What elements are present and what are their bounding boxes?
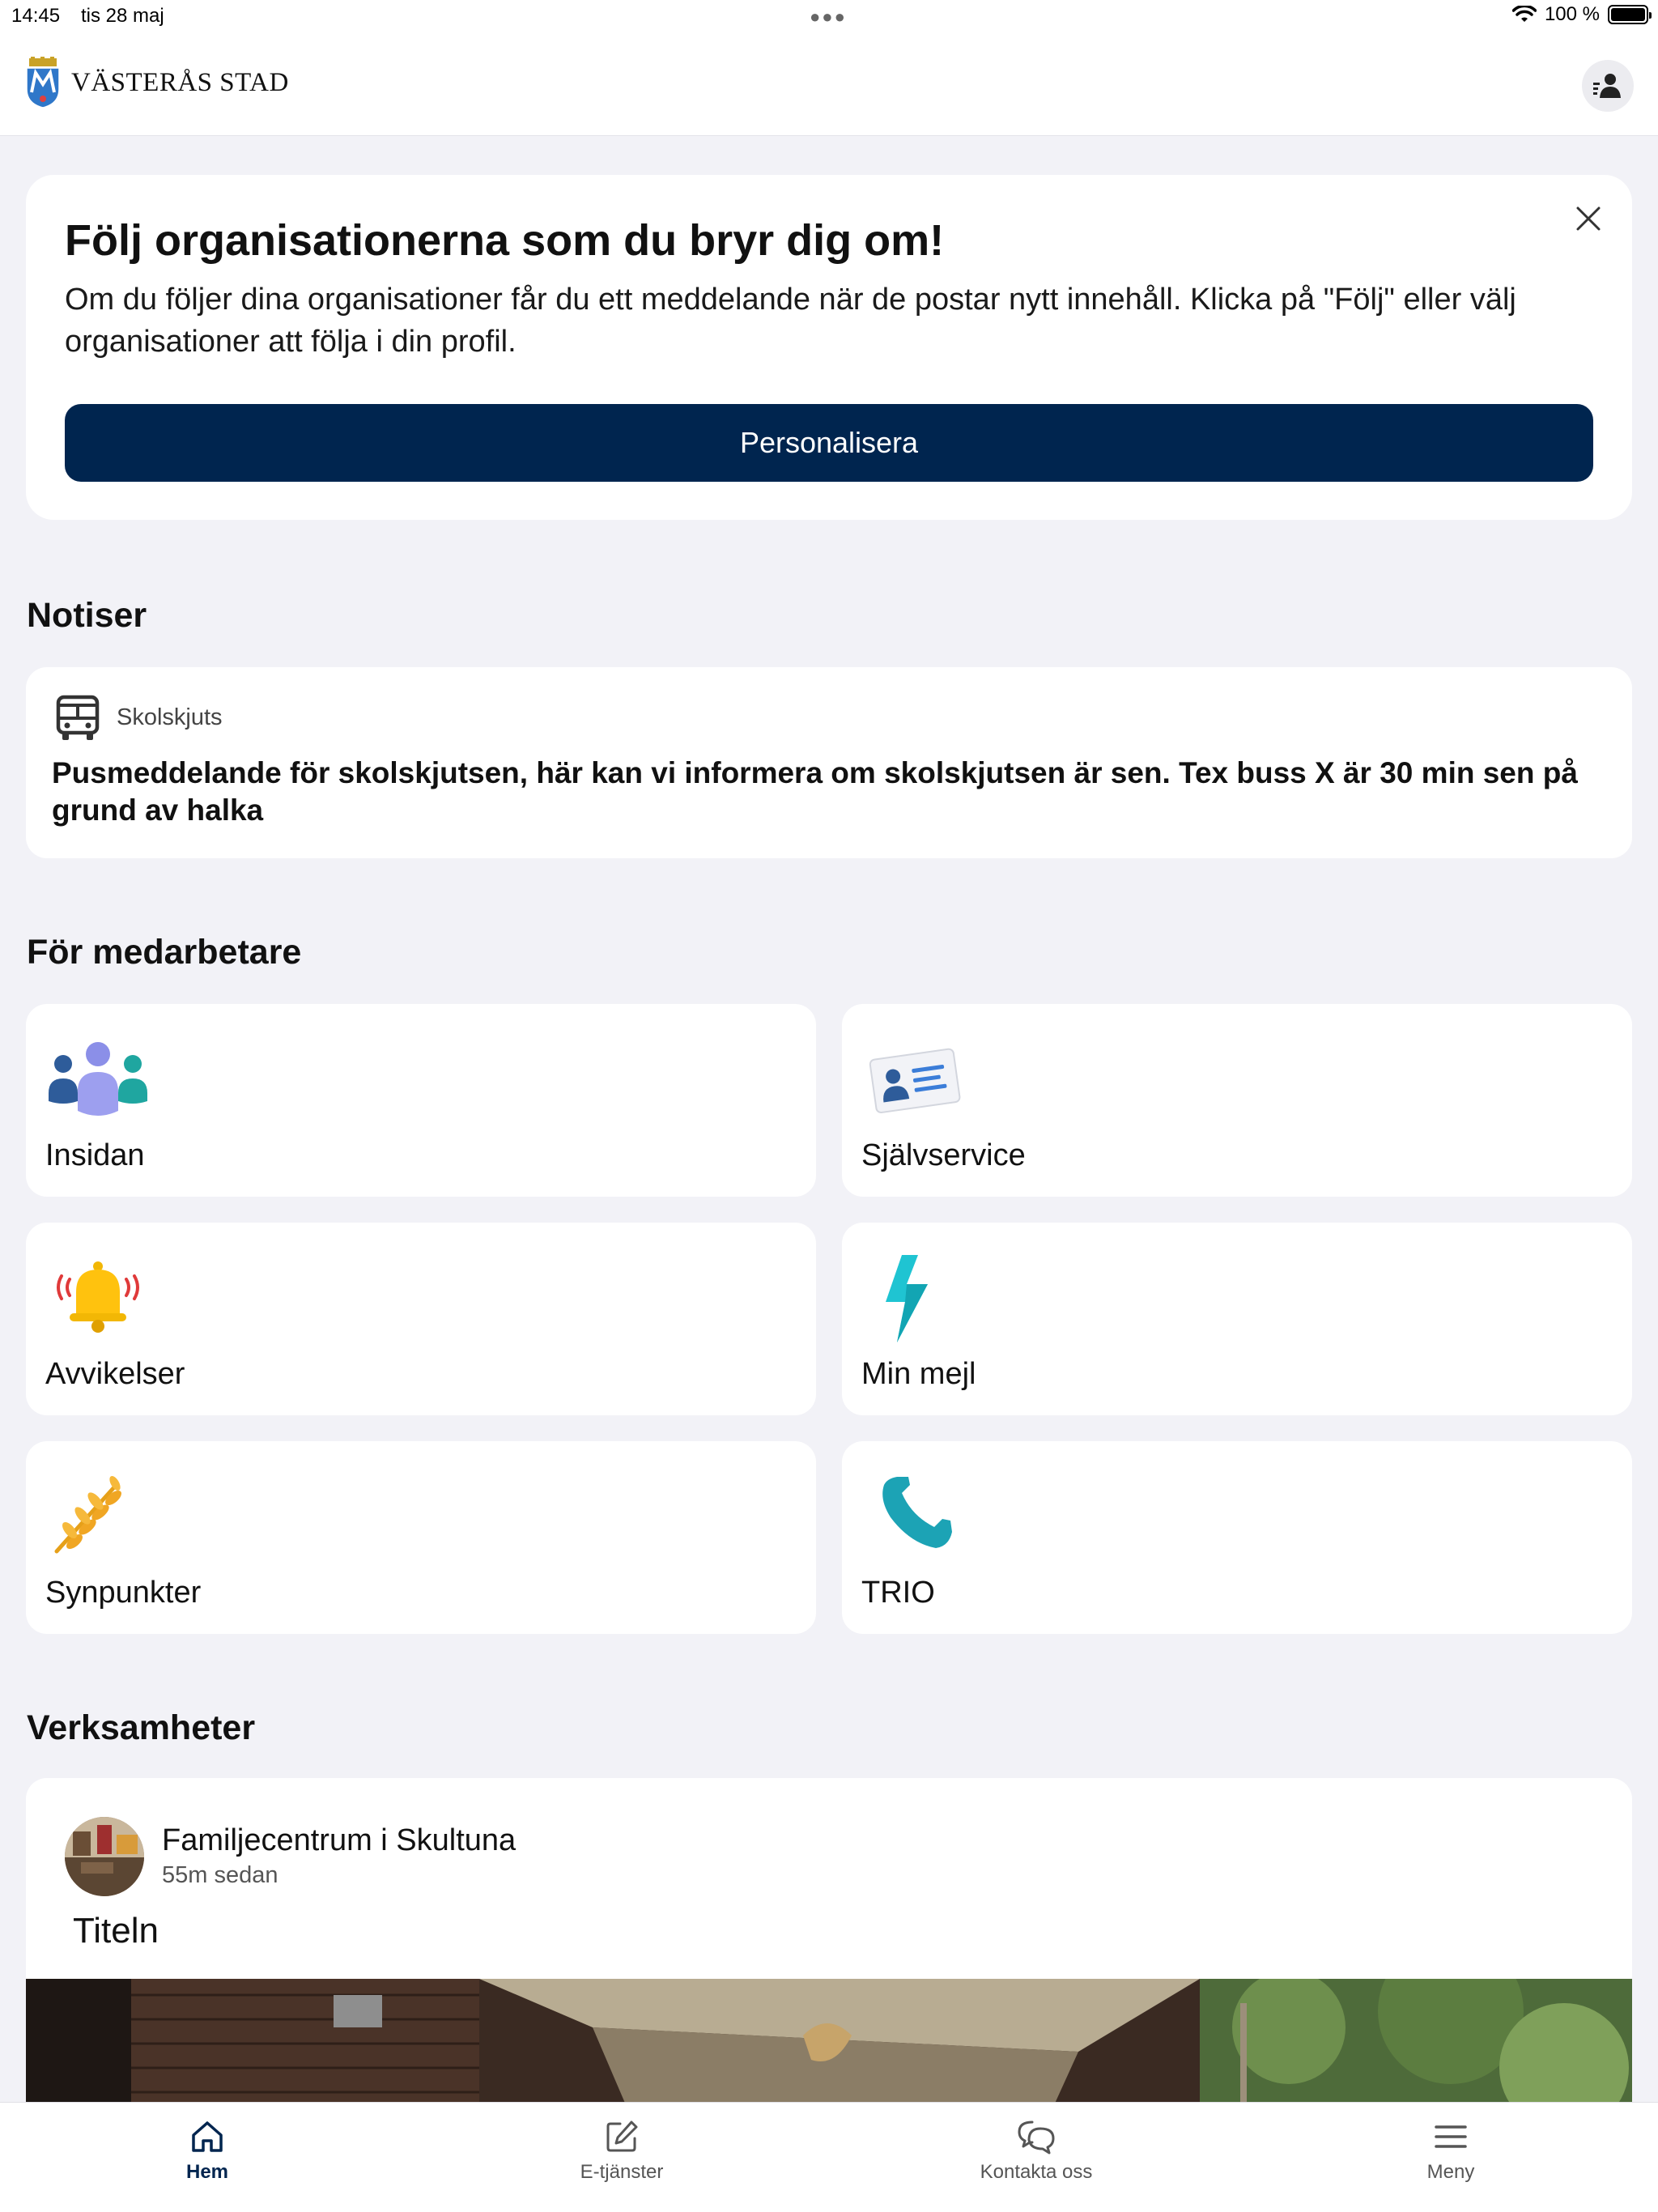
tile-label: Självservice (861, 1138, 1026, 1172)
operations-heading: Verksamheter (27, 1708, 256, 1747)
tile-label: TRIO (861, 1576, 935, 1610)
lightning-icon (861, 1255, 967, 1342)
battery-percent: 100 % (1544, 3, 1600, 25)
phone-icon (861, 1474, 967, 1561)
bottom-tab-bar (0, 2102, 1658, 2212)
hamburger-menu-icon (1433, 2119, 1469, 2155)
logo-text: VÄSTERÅS STAD (71, 67, 289, 97)
feed-post-title: Titeln (73, 1911, 159, 1950)
tile-synpunkter[interactable] (26, 1441, 816, 1634)
id-card-icon (861, 1036, 967, 1124)
tile-min-mejl[interactable] (842, 1223, 1632, 1415)
tile-insidan[interactable] (26, 1004, 816, 1197)
tile-avvikelser[interactable] (26, 1223, 816, 1415)
status-indicators (1512, 3, 1648, 26)
close-button[interactable] (1569, 199, 1608, 238)
profile-button[interactable] (1582, 60, 1634, 112)
battery-icon (1608, 5, 1648, 24)
employees-heading: För medarbetare (27, 933, 302, 972)
promo-text: Om du följer dina organisationer får du ett meddelande när de postar nytt innehåll. Klicka på "Följ" eller välj organisationer att följa i din profil. (65, 283, 1516, 359)
tile-sjalvservice[interactable] (842, 1004, 1632, 1197)
tile-label: Avvikelser (45, 1357, 185, 1391)
status-time: 14:45 (11, 5, 61, 27)
tile-trio[interactable] (842, 1441, 1632, 1634)
close-icon (1575, 206, 1601, 232)
follow-organizations-card (26, 175, 1632, 520)
tab-label: Hem (185, 2161, 229, 2183)
feed-timestamp: 55m sedan (162, 1862, 278, 1888)
tab-label: Meny (1426, 2161, 1475, 2183)
tile-label: Insidan (45, 1138, 145, 1172)
tab-menu[interactable] (1354, 2119, 1548, 2184)
wheat-icon (45, 1474, 151, 1561)
feed-post-card[interactable] (26, 1778, 1632, 2134)
chat-bubbles-icon (1016, 2119, 1056, 2155)
tab-label: E-tjänster (580, 2161, 664, 2183)
profile-list-icon (1592, 72, 1623, 100)
wifi-icon (1512, 6, 1537, 23)
tile-label: Synpunkter (45, 1576, 202, 1610)
home-icon (189, 2119, 225, 2155)
personalize-button[interactable]: Personalisera (65, 404, 1593, 482)
status-date: tis 28 maj (81, 5, 164, 27)
tab-label: Kontakta oss (980, 2161, 1093, 2183)
tab-home[interactable] (110, 2119, 304, 2184)
tile-label: Min mejl (861, 1357, 976, 1391)
bus-icon (55, 695, 100, 742)
alarm-bell-icon (45, 1255, 151, 1342)
promo-title: Följ organisationerna som du bryr dig om! (65, 216, 945, 265)
tab-e-services[interactable] (525, 2119, 719, 2184)
multitasking-dots-icon[interactable]: ●●● (810, 6, 847, 27)
tab-contact-us[interactable] (939, 2119, 1133, 2184)
feed-organization-name[interactable]: Familjecentrum i Skultuna (162, 1823, 517, 1857)
notice-text: Pusmeddelande för skolskjutsen, här kan vi informera om skolskjutsen är sen. Tex buss X är 30 min sen på grund av halka (52, 756, 1578, 827)
notice-card[interactable] (26, 667, 1632, 858)
notice-category: Skolskjuts (117, 704, 223, 730)
organization-avatar[interactable] (65, 1817, 144, 1896)
city-logo (24, 57, 289, 108)
edit-icon (604, 2119, 640, 2155)
app-header (0, 32, 1658, 136)
status-bar (0, 0, 1658, 32)
city-crest-icon (24, 57, 62, 108)
people-group-icon (45, 1036, 151, 1124)
notices-heading: Notiser (27, 596, 147, 635)
